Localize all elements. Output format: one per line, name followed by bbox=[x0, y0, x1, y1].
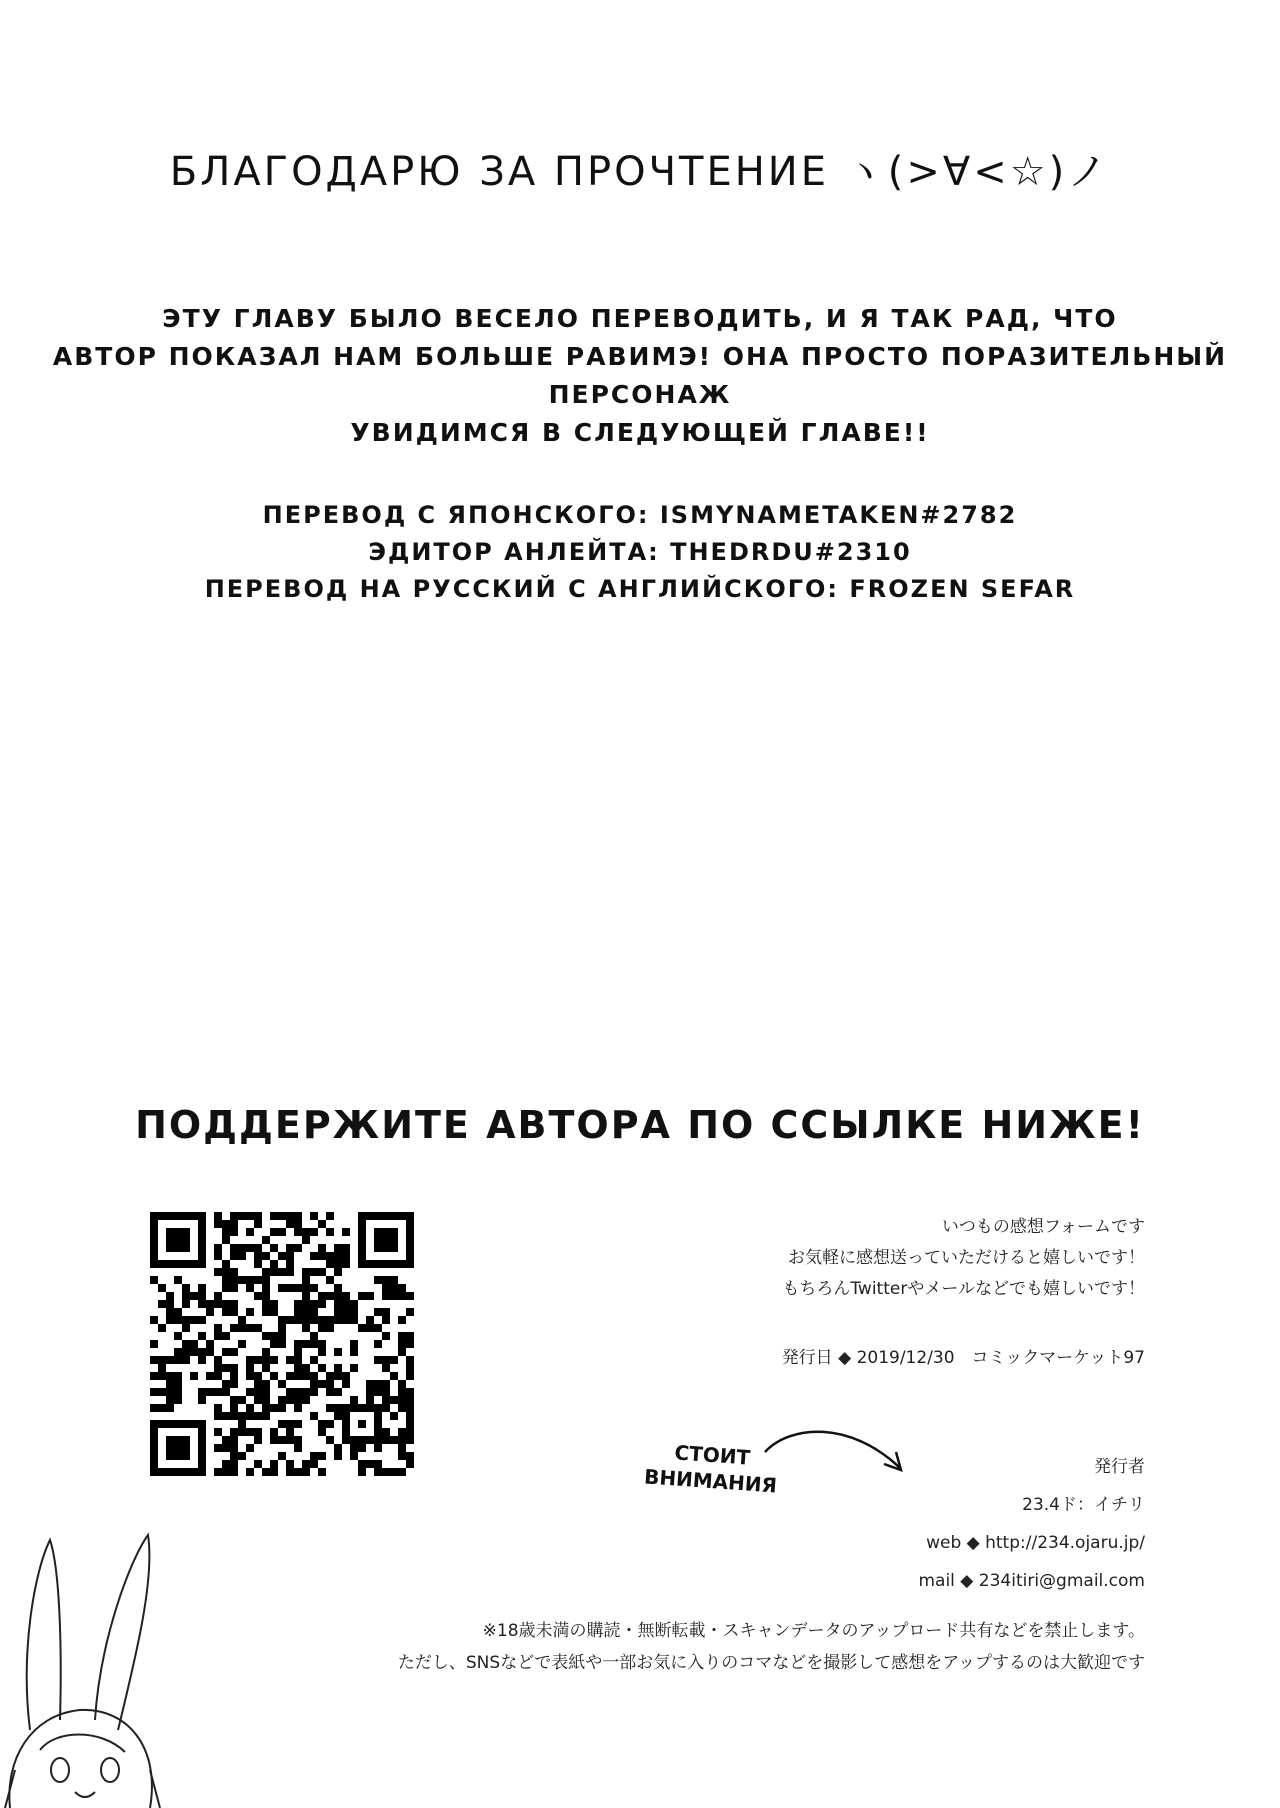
message-line-2: АВТОР ПОКАЗАЛ НАМ БОЛЬШЕ РАВИМЭ! ОНА ПРОСТО ПОРАЗИТЕЛЬНЫЙ ПЕРСОНАЖ bbox=[52, 342, 1228, 409]
form-line-2: お気軽に感想送っていただけると嬉しいです！ bbox=[788, 1248, 1145, 1268]
credits-block bbox=[0, 497, 1280, 608]
thanks-heading: БЛАГОДАРЮ ЗА ПРОЧТЕНИЕ ヽ(>∀<☆)ノ bbox=[169, 149, 1111, 195]
credit-editor: ЭДИТОР АНЛЕЙТА: THEDRDU#2310 bbox=[368, 538, 912, 566]
notice-line-2: ただし、SNSなどで表紙や一部お気に入りのコマなどを撮影して感想をアップするのは大歓迎です bbox=[397, 1653, 1145, 1673]
publisher-label: 発行者 bbox=[1094, 1457, 1145, 1477]
qr-code[interactable] bbox=[150, 1212, 414, 1476]
form-line-1: いつもの感想フォームです bbox=[941, 1217, 1145, 1237]
note-line-2: ВНИМАНИЯ bbox=[643, 1464, 778, 1498]
web-link[interactable]: web ◆ http://234.ojaru.jp/ bbox=[926, 1533, 1145, 1553]
issue-date: 発行日 ◆ 2019/12/30 コミックマーケット97 bbox=[781, 1348, 1145, 1368]
note-line-1: СТОИТ bbox=[673, 1440, 751, 1470]
curved-arrow-icon bbox=[760, 1420, 910, 1480]
form-line-3: もちろんTwitterやメールなどでも嬉しいです！ bbox=[782, 1279, 1145, 1299]
legal-notice bbox=[398, 1615, 1145, 1679]
credit-jp-translator: ПЕРЕВОД С ЯПОНСКОГО: ISMYNAMETAKEN#2782 bbox=[262, 501, 1018, 529]
translator-message bbox=[0, 300, 1280, 452]
mail-link[interactable]: mail ◆ 234itiri@gmail.com bbox=[918, 1571, 1145, 1591]
message-line-3: УВИДИМСЯ В СЛЕДУЮЩЕЙ ГЛАВЕ!! bbox=[350, 418, 930, 447]
support-heading: ПОДДЕРЖИТЕ АВТОРА ПО ССЫЛКЕ НИЖЕ! bbox=[135, 1103, 1145, 1147]
feedback-form-text bbox=[782, 1212, 1145, 1305]
publisher-info bbox=[918, 1448, 1145, 1600]
bunny-girl-illustration bbox=[0, 1530, 165, 1808]
message-line-1: ЭТУ ГЛАВУ БЫЛО ВЕСЕЛО ПЕРЕВОДИТЬ, И Я ТАК РАД, ЧТО bbox=[162, 304, 1118, 333]
notice-line-1: ※18歳未満の購読・無断転載・スキャンデータのアップロード共有などを禁止します。 bbox=[482, 1621, 1145, 1641]
publisher-name: 23.4ド：イチリ bbox=[1022, 1495, 1145, 1515]
credit-ru-translator: ПЕРЕВОД НА РУССКИЙ С АНГЛИЙСКОГО: FROZEN SEFAR bbox=[204, 575, 1076, 603]
